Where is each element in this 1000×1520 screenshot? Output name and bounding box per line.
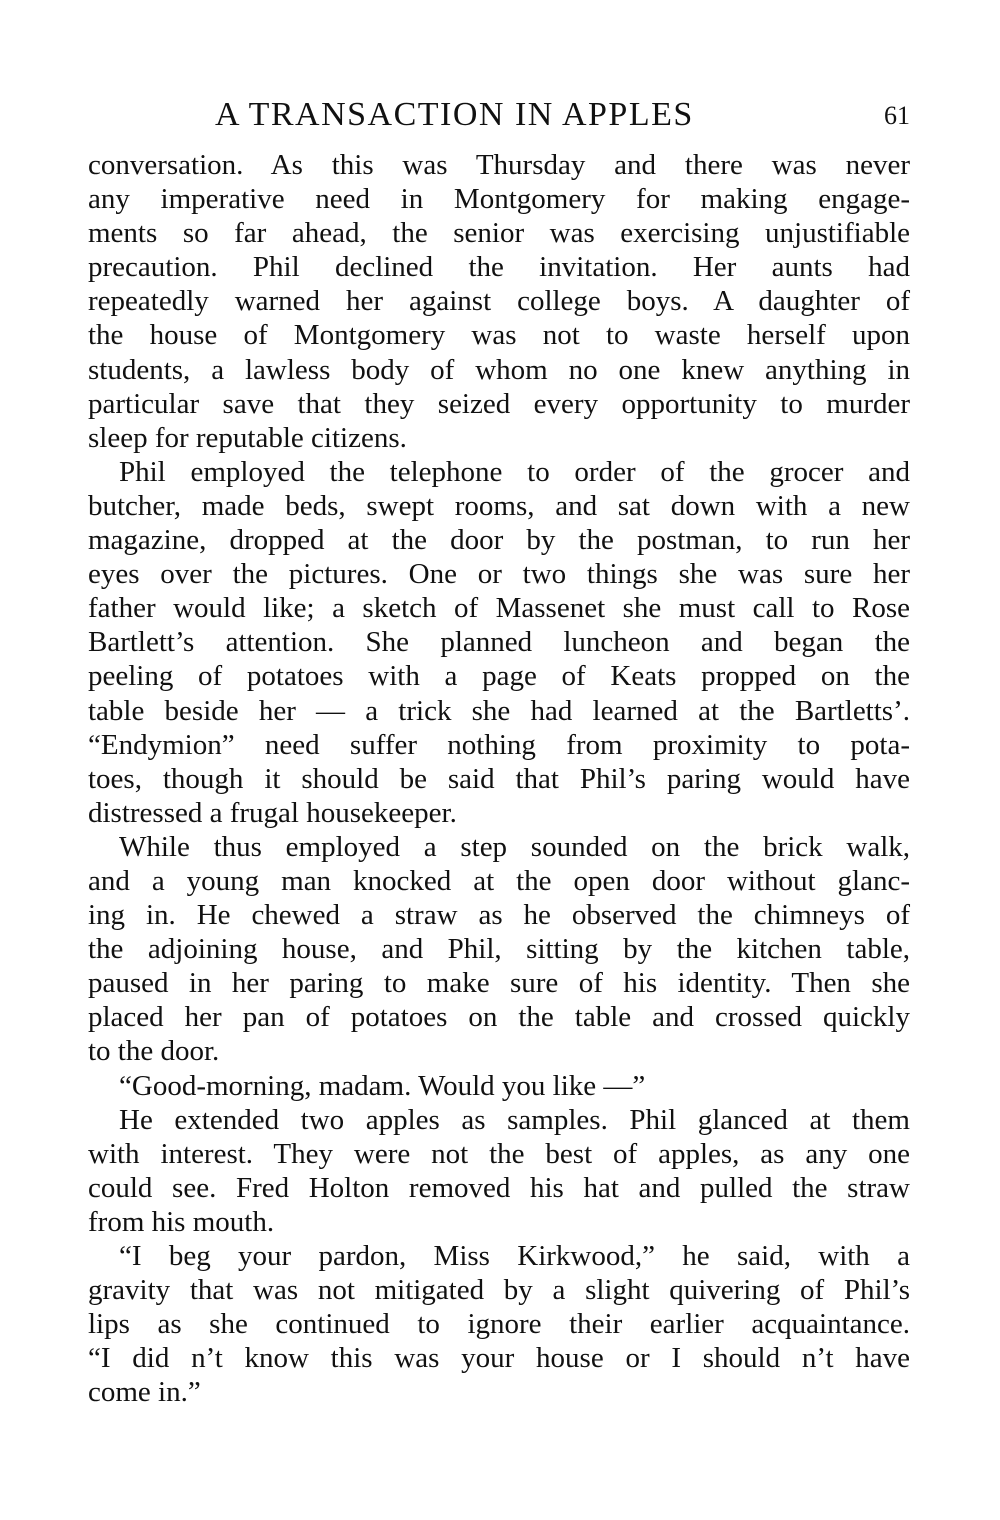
text-line: father would like; a sketch of Massenet she must call to Rose xyxy=(88,592,910,625)
text-line: ing in. He chewed a straw as he observed the chimneys of xyxy=(88,899,910,932)
text-line: conversation. As this was Thursday and there was never xyxy=(88,149,910,181)
text-line: to the door. xyxy=(88,1035,220,1068)
text-line: any imperative need in Montgomery for making engage- xyxy=(88,183,910,216)
text-line: with interest. They were not the best of apples, as any one xyxy=(88,1137,910,1170)
text-line: toes, though it should be said that Phil’s paring would have xyxy=(88,762,910,795)
text-line: He extended two apples as samples. Phil glanced at them xyxy=(119,1103,910,1136)
text-line: peeling of potatoes with a page of Keats propped on the xyxy=(88,660,910,693)
text-line: table beside her — a trick she had learned at the Bartletts’. xyxy=(88,694,910,727)
text-line: Bartlett’s attention. She planned luncheon and began the xyxy=(88,626,910,659)
text-line: from his mouth. xyxy=(88,1205,275,1238)
text-line: particular save that they seized every opportunity to murder xyxy=(88,387,910,420)
text-line: students, a lawless body of whom no one knew anything in xyxy=(88,353,910,386)
text-line: While thus employed a step sounded on the brick walk, xyxy=(119,830,910,863)
text-line: lips as she continued to ignore their earlier acquaintance. xyxy=(88,1308,910,1341)
text-line: paused in her paring to make sure of his identity. Then she xyxy=(88,967,910,1000)
text-line: ments so far ahead, the senior was exercising unjustifiable xyxy=(88,217,910,250)
book-page xyxy=(88,92,910,1409)
text-line: “Endymion” need suffer nothing from proximity to pota- xyxy=(88,728,910,761)
text-line: butcher, made beds, swept rooms, and sat down with a new xyxy=(88,489,910,522)
page-number: 61 xyxy=(884,101,910,130)
text-line: and a young man knocked at the open door without glanc- xyxy=(88,864,910,897)
text-line: magazine, dropped at the door by the postman, to run her xyxy=(88,524,910,557)
text-line: Phil employed the telephone to order of the grocer and xyxy=(119,455,910,488)
text-line: “I beg your pardon, Miss Kirkwood,” he said, with a xyxy=(119,1240,910,1272)
body-text xyxy=(88,148,910,1409)
text-line: eyes over the pictures. One or two things she was sure her xyxy=(88,558,910,591)
text-line: “Good-morning, madam. Would you like —” xyxy=(119,1069,646,1102)
text-line: the house of Montgomery was not to waste herself upon xyxy=(88,319,910,352)
text-line: distressed a frugal housekeeper. xyxy=(88,796,457,829)
running-head xyxy=(88,92,910,138)
running-title: A TRANSACTION IN APPLES xyxy=(215,96,694,133)
text-line: come in.” xyxy=(88,1376,201,1409)
text-line: could see. Fred Holton removed his hat and pulled the straw xyxy=(88,1171,910,1204)
text-line: repeatedly warned her against college boys. A daughter of xyxy=(88,285,910,318)
text-line: the adjoining house, and Phil, sitting by the kitchen table, xyxy=(88,933,910,966)
text-line: “I did n’t know this was your house or I should n’t have xyxy=(88,1342,910,1375)
text-line: placed her pan of potatoes on the table and crossed quickly xyxy=(88,1001,910,1034)
text-line: precaution. Phil declined the invitation. Her aunts had xyxy=(88,251,910,284)
text-line: gravity that was not mitigated by a slight quivering of Phil’s xyxy=(88,1274,910,1307)
text-line: sleep for reputable citizens. xyxy=(88,421,407,454)
